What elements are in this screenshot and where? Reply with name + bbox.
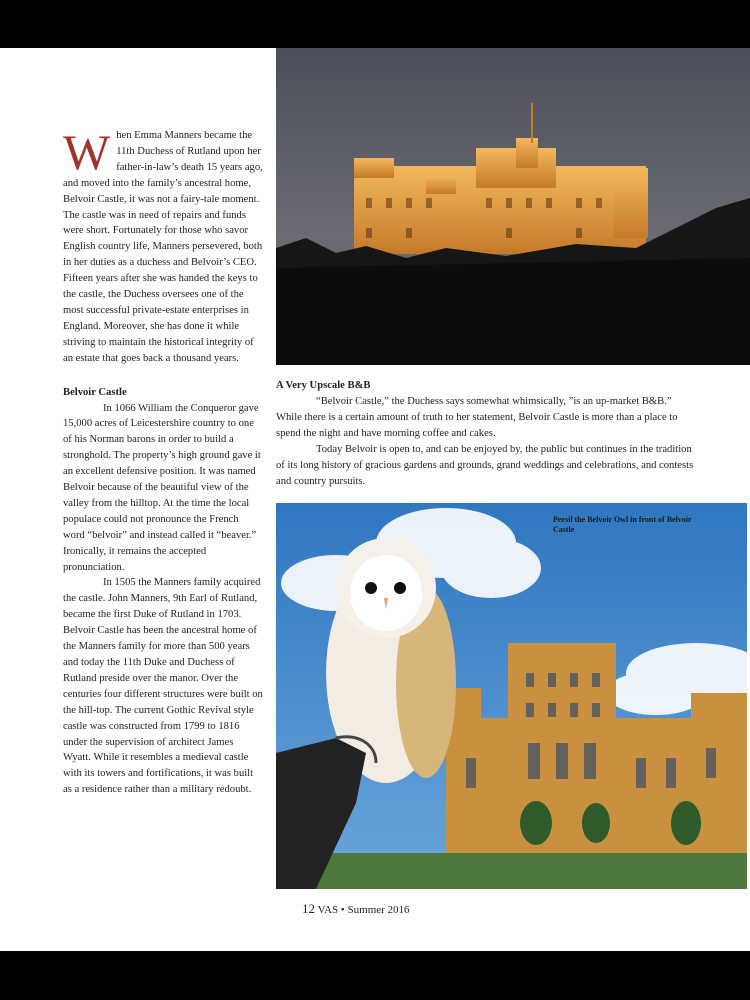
issue-label: Summer 2016 — [347, 904, 410, 916]
bnb-paragraph-2: Today Belvoir is open to, and can be enjoyed by, the public but continues in the tradition of its long history of gracious gardens and grounds, grand weddings and celebrations, and contests and country pursuits. — [276, 444, 694, 487]
section-heading-upscale-bnb: A Very Upscale B&B — [276, 380, 371, 391]
belvoir-paragraph-2: In 1505 the Manners family acquired the castle. John Manners, 9th Earl of Rutland, became the first Duke of Rutland in 1703. Belvoir Castle has been the ancestral home of the Manners family for more than 500 years and today the 11th Duke and Duchess of Rutland preside over the manor. Over the centuries four different structures were built on the hill-top. The current Gothic Revival style castle was constructed from 1799 to 1816 under the supervision of architect James Wyatt. While it resembles a medieval castle with its towers and fortifications, it was built as a residence rather than a military redoubt. — [63, 577, 263, 796]
section-heading-belvoir-castle: Belvoir Castle — [63, 386, 127, 398]
owl-castle-photo — [276, 503, 747, 889]
magazine-page — [0, 48, 750, 951]
intro-text: hen Emma Manners became the 11th Duchess of Rutland upon her father-in-law’s death 15 years ago, and moved into the family’s ancestral home, Belvoir Castle, it was not a fairy-tale moment. The castle was in need of repairs and funds were short. Fortunately for those who savor English country life, Manners persevered, both in her duties as a duchess and Belvoir’s CEO. Fifteen years after she was handed the keys to the castle, the Duchess oversees one of the most successful private-estate enterprises in England. Moreover, she has done it while striving to maintain the historical integrity of an estate that goes back a thousand years. — [63, 130, 263, 364]
publication-name: VAS — [317, 904, 339, 916]
footer-separator: • — [340, 904, 345, 916]
belvoir-paragraph-1: In 1066 William the Conqueror gave 15,000 acres of Leicestershire country to one of his Norman barons in order to build a stronghold. The property’s high ground gave it an excellent defensive position. It was named Belvoir because of the beautiful view of the valley from the hilltop. At the time the local populace could not pronounce the French word “belvoir” and instead called it “beaver.” Ironically, it remains the accepted pronunciation. — [63, 402, 261, 573]
drop-cap: W — [63, 124, 111, 180]
left-column — [63, 124, 263, 798]
right-column-text — [276, 378, 696, 490]
bnb-paragraph-1: “Belvoir Castle,” the Duchess says somewhat whimsically, ”is an up-market B&B.” While there is a certain amount of truth to her statement, Belvoir Castle is more than a place to spend the night and have morning coffee and cakes. — [276, 396, 678, 439]
page-number: 12 — [302, 901, 315, 916]
photo-caption: Persil the Belvoir Owl in front of Belvoir Castle — [553, 515, 692, 534]
page-footer — [302, 901, 410, 917]
castle-night-photo — [276, 48, 750, 365]
intro-paragraph — [63, 124, 263, 367]
